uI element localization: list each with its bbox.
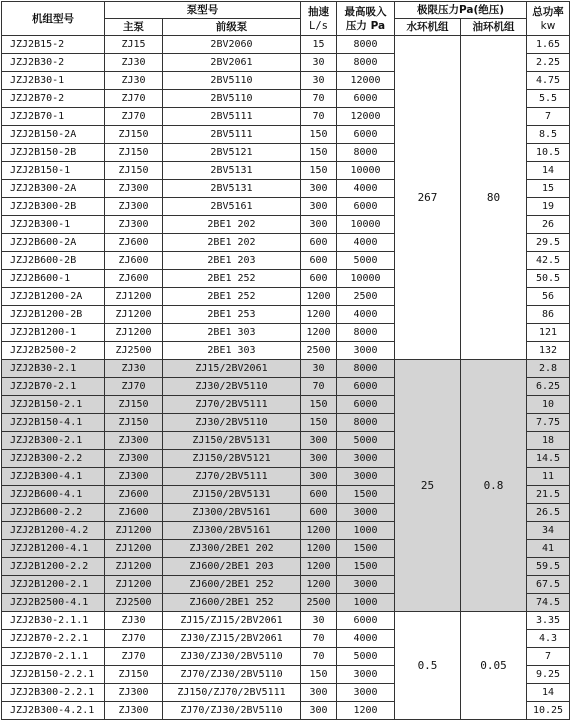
cell-stage-pump: 2BE1 202	[163, 234, 301, 252]
cell-speed: 300	[301, 468, 337, 486]
cell-model: JZJ2B30-2.1.1	[2, 612, 105, 630]
cell-speed: 30	[301, 54, 337, 72]
table-row	[2, 36, 570, 54]
cell-model: JZJ2B70-2.2.1	[2, 630, 105, 648]
cell-max-suction: 1500	[337, 558, 395, 576]
cell-stage-pump: ZJ70/ZJ30/2BV5110	[163, 666, 301, 684]
cell-max-suction: 4000	[337, 234, 395, 252]
cell-speed: 600	[301, 270, 337, 288]
cell-total-power: 3.35	[527, 612, 570, 630]
cell-total-power: 15	[527, 180, 570, 198]
cell-max-suction: 12000	[337, 108, 395, 126]
cell-oil-ring-pressure: 0.05	[461, 612, 527, 720]
cell-model: JZJ2B70-2.1	[2, 378, 105, 396]
cell-stage-pump: 2BE1 303	[163, 324, 301, 342]
cell-speed: 70	[301, 90, 337, 108]
cell-stage-pump: 2BE1 253	[163, 306, 301, 324]
header-speed-unit: L/s	[309, 19, 328, 32]
table-row	[2, 612, 570, 630]
cell-stage-pump: ZJ300/2BE1 202	[163, 540, 301, 558]
cell-model: JZJ2B1200-4.1	[2, 540, 105, 558]
cell-total-power: 67.5	[527, 576, 570, 594]
cell-stage-pump: 2BV5111	[163, 108, 301, 126]
cell-total-power: 7.75	[527, 414, 570, 432]
cell-main-pump: ZJ30	[105, 72, 163, 90]
cell-total-power: 1.65	[527, 36, 570, 54]
cell-main-pump: ZJ150	[105, 396, 163, 414]
cell-oil-ring-pressure: 80	[461, 36, 527, 360]
cell-speed: 150	[301, 414, 337, 432]
cell-total-power: 21.5	[527, 486, 570, 504]
cell-max-suction: 8000	[337, 414, 395, 432]
cell-max-suction: 12000	[337, 72, 395, 90]
cell-stage-pump: ZJ600/2BE1 252	[163, 594, 301, 612]
cell-max-suction: 10000	[337, 162, 395, 180]
cell-main-pump: ZJ2500	[105, 594, 163, 612]
cell-max-suction: 8000	[337, 54, 395, 72]
cell-main-pump: ZJ300	[105, 216, 163, 234]
cell-stage-pump: 2BE1 252	[163, 270, 301, 288]
cell-model: JZJ2B70-2	[2, 90, 105, 108]
cell-stage-pump: ZJ150/2BV5131	[163, 432, 301, 450]
header-stage-pump: 前级泵	[163, 19, 301, 36]
cell-main-pump: ZJ300	[105, 198, 163, 216]
cell-main-pump: ZJ600	[105, 234, 163, 252]
cell-stage-pump: 2BE1 203	[163, 252, 301, 270]
cell-speed: 300	[301, 450, 337, 468]
cell-stage-pump: 2BE1 303	[163, 342, 301, 360]
cell-total-power: 4.3	[527, 630, 570, 648]
cell-speed: 70	[301, 378, 337, 396]
group-two-stage	[2, 360, 570, 612]
cell-total-power: 19	[527, 198, 570, 216]
cell-total-power: 50.5	[527, 270, 570, 288]
cell-stage-pump: ZJ15/ZJ15/2BV2061	[163, 612, 301, 630]
cell-stage-pump: ZJ150/2BV5121	[163, 450, 301, 468]
cell-speed: 150	[301, 162, 337, 180]
cell-oil-ring-pressure: 0.8	[461, 360, 527, 612]
cell-max-suction: 10000	[337, 216, 395, 234]
cell-speed: 1200	[301, 540, 337, 558]
cell-max-suction: 3000	[337, 504, 395, 522]
cell-model: JZJ2B30-1	[2, 72, 105, 90]
cell-main-pump: ZJ1200	[105, 522, 163, 540]
cell-stage-pump: ZJ600/2BE1 252	[163, 576, 301, 594]
cell-main-pump: ZJ600	[105, 504, 163, 522]
cell-total-power: 4.75	[527, 72, 570, 90]
cell-main-pump: ZJ30	[105, 54, 163, 72]
header-max-suction	[337, 2, 395, 36]
cell-model: JZJ2B1200-2B	[2, 306, 105, 324]
cell-main-pump: ZJ70	[105, 630, 163, 648]
cell-model: JZJ2B600-2B	[2, 252, 105, 270]
cell-total-power: 11	[527, 468, 570, 486]
cell-max-suction: 1000	[337, 594, 395, 612]
cell-max-suction: 3000	[337, 666, 395, 684]
cell-model: JZJ2B300-2.2.1	[2, 684, 105, 702]
cell-max-suction: 5000	[337, 648, 395, 666]
cell-model: JZJ2B150-2B	[2, 144, 105, 162]
cell-model: JZJ2B300-1	[2, 216, 105, 234]
cell-water-ring-pressure: 0.5	[395, 612, 461, 720]
cell-stage-pump: ZJ70/2BV5111	[163, 468, 301, 486]
header-water-ring: 水环机组	[395, 19, 461, 36]
cell-main-pump: ZJ1200	[105, 558, 163, 576]
header-ultimate-pressure: 极限压力Pa(绝压)	[395, 2, 527, 19]
cell-total-power: 34	[527, 522, 570, 540]
cell-stage-pump: ZJ30/ZJ30/2BV5110	[163, 648, 301, 666]
cell-total-power: 42.5	[527, 252, 570, 270]
cell-main-pump: ZJ70	[105, 378, 163, 396]
cell-speed: 2500	[301, 594, 337, 612]
cell-main-pump: ZJ70	[105, 648, 163, 666]
cell-max-suction: 5000	[337, 252, 395, 270]
cell-main-pump: ZJ2500	[105, 342, 163, 360]
cell-max-suction: 1000	[337, 522, 395, 540]
cell-main-pump: ZJ1200	[105, 540, 163, 558]
header-total-power-label: 总功率	[532, 5, 564, 18]
cell-total-power: 74.5	[527, 594, 570, 612]
cell-total-power: 56	[527, 288, 570, 306]
cell-max-suction: 8000	[337, 324, 395, 342]
cell-total-power: 10.5	[527, 144, 570, 162]
cell-max-suction: 4000	[337, 306, 395, 324]
cell-model: JZJ2B30-2.1	[2, 360, 105, 378]
cell-main-pump: ZJ300	[105, 684, 163, 702]
cell-model: JZJ2B2500-4.1	[2, 594, 105, 612]
cell-total-power: 26	[527, 216, 570, 234]
cell-stage-pump: ZJ70/ZJ30/2BV5110	[163, 702, 301, 720]
cell-stage-pump: ZJ150/2BV5131	[163, 486, 301, 504]
cell-total-power: 10	[527, 396, 570, 414]
cell-main-pump: ZJ150	[105, 144, 163, 162]
cell-speed: 70	[301, 630, 337, 648]
table-row	[2, 360, 570, 378]
cell-model: JZJ2B150-2.2.1	[2, 666, 105, 684]
header-oil-ring: 油环机组	[461, 19, 527, 36]
cell-model: JZJ2B30-2	[2, 54, 105, 72]
cell-model: JZJ2B150-1	[2, 162, 105, 180]
cell-model: JZJ2B150-4.1	[2, 414, 105, 432]
cell-main-pump: ZJ600	[105, 486, 163, 504]
cell-speed: 15	[301, 36, 337, 54]
cell-max-suction: 10000	[337, 270, 395, 288]
cell-speed: 600	[301, 486, 337, 504]
cell-max-suction: 4000	[337, 180, 395, 198]
cell-main-pump: ZJ150	[105, 162, 163, 180]
cell-stage-pump: ZJ30/ZJ15/2BV2061	[163, 630, 301, 648]
cell-model: JZJ2B1200-2.2	[2, 558, 105, 576]
cell-model: JZJ2B150-2.1	[2, 396, 105, 414]
cell-speed: 1200	[301, 558, 337, 576]
cell-model: JZJ2B70-2.1.1	[2, 648, 105, 666]
cell-stage-pump: 2BV5131	[163, 162, 301, 180]
cell-total-power: 14.5	[527, 450, 570, 468]
header-speed	[301, 2, 337, 36]
cell-model: JZJ2B600-2.2	[2, 504, 105, 522]
cell-stage-pump: ZJ300/2BV5161	[163, 504, 301, 522]
cell-total-power: 26.5	[527, 504, 570, 522]
cell-model: JZJ2B1200-2A	[2, 288, 105, 306]
cell-model: JZJ2B150-2A	[2, 126, 105, 144]
cell-model: JZJ2B300-2A	[2, 180, 105, 198]
cell-max-suction: 6000	[337, 396, 395, 414]
cell-max-suction: 1200	[337, 702, 395, 720]
cell-main-pump: ZJ300	[105, 180, 163, 198]
header-model: 机组型号	[2, 2, 105, 36]
cell-model: JZJ2B600-2A	[2, 234, 105, 252]
cell-speed: 300	[301, 432, 337, 450]
cell-stage-pump: 2BV5110	[163, 72, 301, 90]
cell-main-pump: ZJ70	[105, 90, 163, 108]
cell-stage-pump: ZJ30/2BV5110	[163, 378, 301, 396]
cell-total-power: 18	[527, 432, 570, 450]
cell-total-power: 8.5	[527, 126, 570, 144]
cell-main-pump: ZJ30	[105, 360, 163, 378]
cell-max-suction: 8000	[337, 144, 395, 162]
cell-total-power: 14	[527, 684, 570, 702]
cell-speed: 1200	[301, 324, 337, 342]
header-pump-model: 泵型号	[105, 2, 301, 19]
header-max-suction-unit: 压力 Pa	[345, 19, 386, 32]
cell-model: JZJ2B300-2.2	[2, 450, 105, 468]
cell-speed: 150	[301, 126, 337, 144]
cell-model: JZJ2B300-4.1	[2, 468, 105, 486]
cell-max-suction: 8000	[337, 36, 395, 54]
cell-max-suction: 2500	[337, 288, 395, 306]
cell-stage-pump: ZJ600/2BE1 203	[163, 558, 301, 576]
cell-model: JZJ2B2500-2	[2, 342, 105, 360]
cell-speed: 1200	[301, 576, 337, 594]
cell-water-ring-pressure: 267	[395, 36, 461, 360]
table-header	[2, 2, 570, 36]
cell-stage-pump: 2BV5161	[163, 198, 301, 216]
cell-speed: 600	[301, 252, 337, 270]
cell-model: JZJ2B1200-4.2	[2, 522, 105, 540]
cell-speed: 1200	[301, 306, 337, 324]
cell-main-pump: ZJ300	[105, 702, 163, 720]
cell-main-pump: ZJ150	[105, 126, 163, 144]
cell-main-pump: ZJ70	[105, 108, 163, 126]
cell-max-suction: 5000	[337, 432, 395, 450]
cell-water-ring-pressure: 25	[395, 360, 461, 612]
cell-max-suction: 3000	[337, 468, 395, 486]
cell-max-suction: 3000	[337, 450, 395, 468]
cell-stage-pump: 2BE1 252	[163, 288, 301, 306]
cell-total-power: 2.8	[527, 360, 570, 378]
cell-speed: 150	[301, 396, 337, 414]
cell-max-suction: 8000	[337, 360, 395, 378]
cell-speed: 1200	[301, 288, 337, 306]
header-speed-label: 抽速	[308, 5, 329, 18]
cell-main-pump: ZJ30	[105, 612, 163, 630]
cell-total-power: 121	[527, 324, 570, 342]
group-three-stage	[2, 612, 570, 720]
cell-speed: 70	[301, 108, 337, 126]
cell-stage-pump: 2BV5111	[163, 126, 301, 144]
cell-main-pump: ZJ600	[105, 252, 163, 270]
cell-stage-pump: 2BV2060	[163, 36, 301, 54]
cell-main-pump: ZJ1200	[105, 306, 163, 324]
vacuum-unit-spec-table	[1, 1, 570, 720]
cell-main-pump: ZJ1200	[105, 288, 163, 306]
cell-total-power: 59.5	[527, 558, 570, 576]
cell-main-pump: ZJ300	[105, 450, 163, 468]
cell-model: JZJ2B70-1	[2, 108, 105, 126]
cell-stage-pump: 2BV5121	[163, 144, 301, 162]
cell-speed: 70	[301, 648, 337, 666]
cell-stage-pump: 2BV5110	[163, 90, 301, 108]
cell-total-power: 7	[527, 648, 570, 666]
cell-main-pump: ZJ1200	[105, 576, 163, 594]
cell-stage-pump: ZJ300/2BV5161	[163, 522, 301, 540]
cell-total-power: 14	[527, 162, 570, 180]
cell-model: JZJ2B300-4.2.1	[2, 702, 105, 720]
cell-stage-pump: ZJ15/2BV2061	[163, 360, 301, 378]
cell-max-suction: 3000	[337, 342, 395, 360]
cell-speed: 30	[301, 72, 337, 90]
cell-total-power: 5.5	[527, 90, 570, 108]
cell-stage-pump: ZJ70/2BV5111	[163, 396, 301, 414]
cell-speed: 300	[301, 684, 337, 702]
cell-main-pump: ZJ300	[105, 468, 163, 486]
cell-model: JZJ2B600-4.1	[2, 486, 105, 504]
cell-speed: 150	[301, 666, 337, 684]
cell-model: JZJ2B600-1	[2, 270, 105, 288]
cell-total-power: 41	[527, 540, 570, 558]
cell-total-power: 7	[527, 108, 570, 126]
cell-model: JZJ2B1200-2.1	[2, 576, 105, 594]
cell-stage-pump: 2BV5131	[163, 180, 301, 198]
cell-model: JZJ2B15-2	[2, 36, 105, 54]
cell-max-suction: 3000	[337, 684, 395, 702]
cell-model: JZJ2B300-2B	[2, 198, 105, 216]
cell-speed: 30	[301, 360, 337, 378]
cell-max-suction: 6000	[337, 90, 395, 108]
cell-max-suction: 6000	[337, 612, 395, 630]
cell-total-power: 10.25	[527, 702, 570, 720]
cell-max-suction: 1500	[337, 540, 395, 558]
cell-total-power: 2.25	[527, 54, 570, 72]
cell-stage-pump: ZJ150/ZJ70/2BV5111	[163, 684, 301, 702]
header-main-pump: 主泵	[105, 19, 163, 36]
cell-main-pump: ZJ150	[105, 666, 163, 684]
cell-max-suction: 6000	[337, 198, 395, 216]
cell-speed: 1200	[301, 522, 337, 540]
cell-main-pump: ZJ15	[105, 36, 163, 54]
cell-speed: 300	[301, 198, 337, 216]
header-max-suction-label: 最高吸入	[344, 5, 387, 18]
cell-speed: 2500	[301, 342, 337, 360]
group-single-stage	[2, 36, 570, 360]
cell-main-pump: ZJ150	[105, 414, 163, 432]
cell-max-suction: 6000	[337, 126, 395, 144]
cell-speed: 600	[301, 504, 337, 522]
cell-max-suction: 6000	[337, 378, 395, 396]
cell-speed: 150	[301, 144, 337, 162]
cell-total-power: 9.25	[527, 666, 570, 684]
cell-total-power: 132	[527, 342, 570, 360]
cell-speed: 600	[301, 234, 337, 252]
cell-speed: 300	[301, 216, 337, 234]
cell-main-pump: ZJ600	[105, 270, 163, 288]
cell-max-suction: 3000	[337, 576, 395, 594]
cell-max-suction: 4000	[337, 630, 395, 648]
cell-speed: 300	[301, 180, 337, 198]
header-total-power-unit: kw	[540, 19, 556, 32]
cell-total-power: 6.25	[527, 378, 570, 396]
cell-speed: 300	[301, 702, 337, 720]
cell-speed: 30	[301, 612, 337, 630]
cell-total-power: 29.5	[527, 234, 570, 252]
cell-stage-pump: 2BV2061	[163, 54, 301, 72]
cell-model: JZJ2B300-2.1	[2, 432, 105, 450]
header-total-power	[527, 2, 570, 36]
cell-main-pump: ZJ1200	[105, 324, 163, 342]
cell-max-suction: 1500	[337, 486, 395, 504]
cell-stage-pump: ZJ30/2BV5110	[163, 414, 301, 432]
cell-total-power: 86	[527, 306, 570, 324]
cell-main-pump: ZJ300	[105, 432, 163, 450]
cell-stage-pump: 2BE1 202	[163, 216, 301, 234]
cell-model: JZJ2B1200-1	[2, 324, 105, 342]
